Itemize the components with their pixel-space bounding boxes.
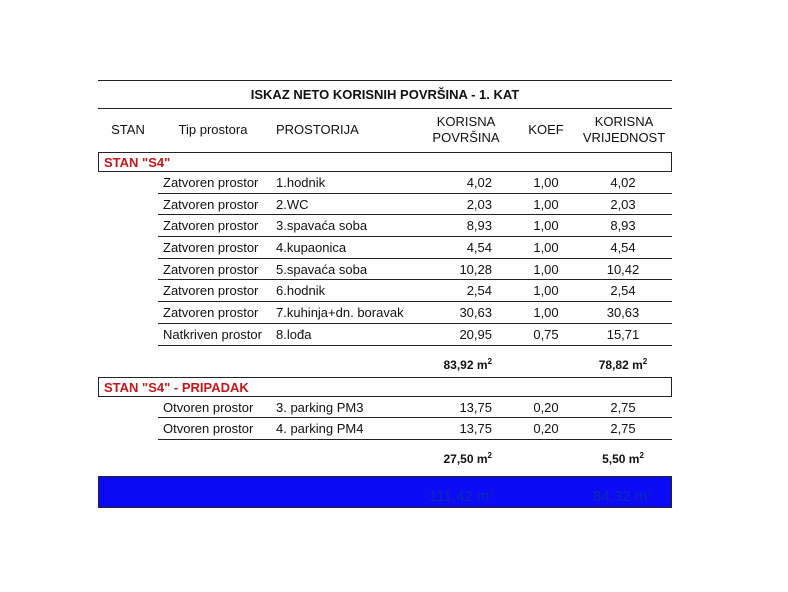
table-title: ISKAZ NETO KORISNIH POVRŠINA - 1. KAT (98, 80, 672, 109)
unit-sup: 2 (489, 488, 494, 497)
cell-korisna-povrsina: 13,75 (459, 421, 492, 437)
header-korisna-vrijednost-line2: VRIJEDNOST (582, 130, 666, 145)
cell-korisna-vrijednost: 30,63 (606, 305, 640, 321)
cell-prostorija: 8.lođa (276, 326, 312, 342)
total-area: 83,92 $m^2$ (443, 356, 492, 372)
header-korisna-povrsina (418, 114, 514, 146)
cell-korisna-vrijednost: 8,93 (610, 218, 636, 234)
unit-sup: 2 (647, 488, 652, 497)
table-row (98, 237, 672, 259)
cell-koef: 1,00 (533, 218, 559, 234)
cell-tip-prostora: Zatvoren prostor (163, 218, 259, 234)
table-row (98, 397, 672, 419)
header-korisna-vrijednost (576, 114, 672, 146)
grand-total-value: 84,32 $m^2$ (593, 488, 652, 505)
unit-sup: 2 (639, 450, 644, 460)
section-total (98, 440, 672, 471)
total-value: 5,50 $m^2$ (602, 450, 644, 466)
cell-korisna-povrsina: 8,93 (466, 218, 492, 234)
cell-prostorija: 7.kuhinja+dn. boravak (276, 305, 404, 321)
cell-korisna-povrsina: 10,28 (459, 261, 492, 277)
cell-koef: 0,20 (533, 399, 559, 415)
table-row (98, 302, 672, 324)
cell-korisna-povrsina: 2,54 (466, 283, 492, 299)
header-prostorija: PROSTORIJA (276, 122, 359, 137)
cell-koef: 1,00 (533, 283, 559, 299)
grand-total-area: 111,42 $m^2$ (429, 488, 494, 505)
cell-tip-prostora: Zatvoren prostor (163, 175, 259, 190)
cell-korisna-povrsina: 13,75 (459, 399, 492, 415)
cell-korisna-vrijednost: 15,71 (606, 326, 640, 342)
cell-korisna-povrsina: 2,03 (466, 196, 492, 212)
cell-koef: 1,00 (533, 305, 559, 321)
header-tip-prostora: Tip prostora (178, 122, 248, 137)
cell-koef: 1,00 (533, 175, 559, 190)
header-korisna-vrijednost-line1: KORISNA (594, 114, 654, 129)
cell-prostorija: 5.spavaća soba (276, 261, 368, 277)
cell-tip-prostora: Zatvoren prostor (163, 305, 259, 321)
cell-tip-prostora: Zatvoren prostor (163, 261, 259, 277)
cell-koef: 1,00 (533, 261, 559, 277)
section-total (98, 346, 672, 377)
cell-korisna-vrijednost: 2,54 (610, 283, 636, 299)
table-row (98, 194, 672, 216)
grand-total-bar (98, 476, 672, 508)
cell-tip-prostora: Zatvoren prostor (163, 196, 259, 212)
table-header (98, 109, 672, 152)
cell-korisna-vrijednost: 4,54 (610, 240, 636, 256)
section-rows (98, 397, 672, 440)
section-label: STAN "S4" - PRIPADAK (98, 377, 672, 397)
cell-koef: 1,00 (533, 240, 559, 256)
cell-prostorija: 4.kupaonica (276, 240, 347, 256)
table-row (98, 418, 672, 440)
unit-sup: 2 (487, 356, 492, 366)
total-value: 78,82 $m^2$ (598, 356, 648, 372)
total-area: 27,50 $m^2$ (443, 450, 492, 466)
cell-korisna-povrsina: 30,63 (459, 305, 492, 321)
cell-prostorija: 3. parking PM3 (276, 399, 364, 415)
cell-tip-prostora: Zatvoren prostor (163, 240, 259, 256)
cell-korisna-vrijednost: 2,75 (610, 399, 636, 415)
unit-sup: 2 (487, 450, 492, 460)
cell-prostorija: 1.hodnik (276, 175, 326, 190)
cell-koef: 0,20 (533, 421, 559, 437)
cell-korisna-vrijednost: 10,42 (606, 261, 640, 277)
cell-prostorija: 6.hodnik (276, 283, 326, 299)
table-row (98, 259, 672, 281)
header-korisna-povrsina-line1: KORISNA (436, 114, 496, 129)
table-row (98, 324, 672, 346)
cell-tip-prostora: Otvoren prostor (163, 421, 254, 437)
cell-korisna-vrijednost: 2,03 (610, 196, 636, 212)
table-row (98, 215, 672, 237)
area-table (98, 80, 672, 471)
section-rows (98, 172, 672, 346)
header-stan: STAN (111, 122, 145, 137)
cell-korisna-povrsina: 4,54 (466, 240, 492, 256)
section-label: STAN "S4" (98, 152, 672, 172)
unit-sup: 2 (642, 356, 648, 366)
cell-korisna-vrijednost: 4,02 (610, 175, 636, 190)
table-row (98, 172, 672, 194)
cell-korisna-povrsina: 4,02 (466, 175, 492, 190)
cell-korisna-vrijednost: 2,75 (610, 421, 636, 437)
cell-korisna-povrsina: 20,95 (459, 326, 492, 342)
cell-prostorija: 2.WC (276, 196, 309, 212)
table-row (98, 280, 672, 302)
cell-koef: 1,00 (533, 196, 559, 212)
cell-prostorija: 3.spavaća soba (276, 218, 368, 234)
cell-koef: 0,75 (533, 326, 559, 342)
cell-tip-prostora: Natkriven prostor (163, 326, 262, 342)
cell-prostorija: 4. parking PM4 (276, 421, 364, 437)
header-korisna-povrsina-line2: POVRŠINA (432, 130, 500, 145)
cell-tip-prostora: Otvoren prostor (163, 399, 254, 415)
cell-tip-prostora: Zatvoren prostor (163, 283, 259, 299)
header-koef: KOEF (528, 122, 564, 137)
